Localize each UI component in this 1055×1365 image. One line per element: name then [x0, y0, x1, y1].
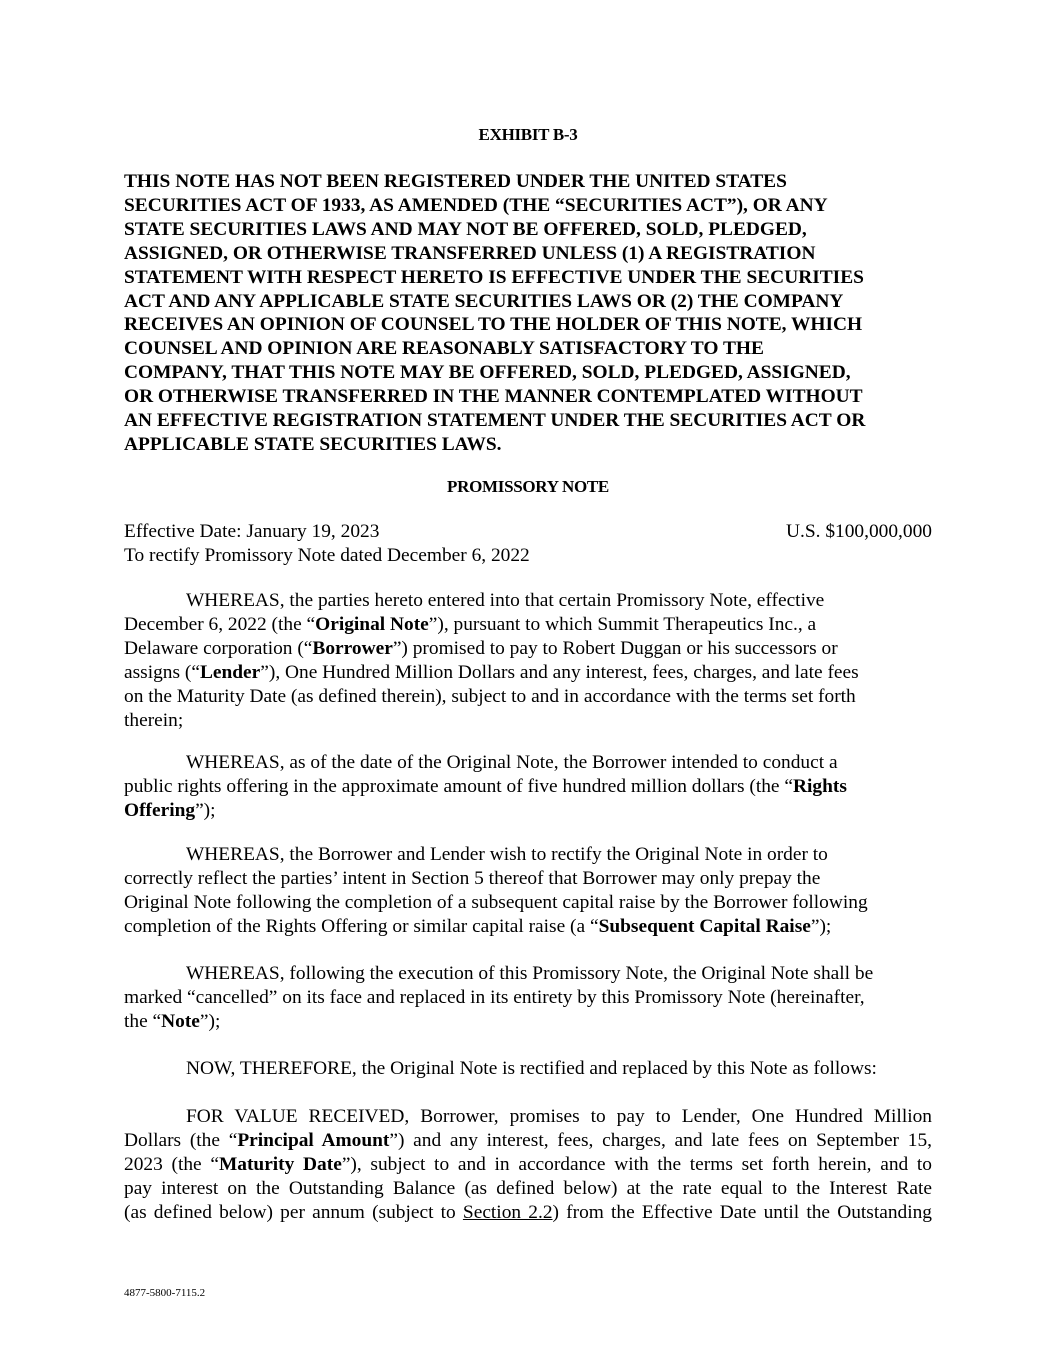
legend-line: THIS NOTE HAS NOT BEEN REGISTERED UNDER THE UNITED STATES [124, 171, 787, 192]
text-line: NOW, THEREFORE, the Original Note is rectified and replaced by this Note as follows: [186, 1058, 877, 1079]
legend-line: OR OTHERWISE TRANSFERRED IN THE MANNER CONTEMPLATED WITHOUT [124, 386, 863, 408]
text-line: FOR VALUE RECEIVED, Borrower, promises to pay to Lender, One Hundred Million [186, 1106, 932, 1127]
effective-date: Effective Date: January 19, 2023 [124, 521, 380, 542]
text-line: Delaware corporation (“Borrower”) promised to pay to Robert Duggan or his successors or [124, 637, 838, 659]
document-title: PROMISSORY NOTE [447, 477, 609, 496]
principal-amount: U.S. $100,000,000 [786, 521, 932, 542]
text-line: public rights offering in the approximate amount of five hundred million dollars (the “Rights [124, 775, 847, 797]
defined-term: Borrower [312, 637, 393, 659]
text-line: correctly reflect the parties’ intent in Section 5 thereof that Borrower may only prepay the [124, 867, 821, 889]
text-line: WHEREAS, following the execution of this Promissory Note, the Original Note shall be [186, 963, 874, 984]
text-line: 2023 (the “Maturity Date”), subject to and in accordance with the terms set forth herein, and to [124, 1153, 932, 1175]
defined-term: Lender [199, 661, 261, 683]
text-line: pay interest on the Outstanding Balance (as defined below) at the rate equal to the Interest Rate [124, 1177, 932, 1199]
text-line: December 6, 2022 (the “Original Note”), pursuant to which Summit Therapeutics Inc., a [124, 613, 817, 635]
legend-line: AN EFFECTIVE REGISTRATION STATEMENT UNDER THE SECURITIES ACT OR [124, 410, 866, 432]
legend-line: RECEIVES AN OPINION OF COUNSEL TO THE HOLDER OF THIS NOTE, WHICH [124, 314, 863, 336]
text-line: Offering”); [124, 799, 216, 821]
text-line: Dollars (the “Principal Amount”) and any interest, fees, charges, and late fees on September 15, [124, 1129, 932, 1151]
defined-term: Maturity Date [218, 1153, 342, 1175]
text-line: WHEREAS, as of the date of the Original Note, the Borrower intended to conduct a [186, 752, 838, 773]
defined-term: Subsequent Capital Raise [598, 915, 811, 937]
legend-line: COUNSEL AND OPINION ARE REASONABLY SATISFACTORY TO THE [124, 338, 764, 360]
text-line: WHEREAS, the Borrower and Lender wish to rectify the Original Note in order to [186, 844, 828, 865]
note-meta [124, 520, 932, 568]
legend-line: APPLICABLE STATE SECURITIES LAWS. [124, 433, 502, 455]
text-line: on the Maturity Date (as defined therein), subject to and in accordance with the terms set forth [124, 685, 856, 707]
text-line: therein; [124, 709, 184, 731]
text-line: the “Note”); [124, 1010, 221, 1032]
defined-term: Principal Amount [237, 1129, 390, 1151]
securities-legend [124, 170, 932, 457]
legend-line: ACT AND ANY APPLICABLE STATE SECURITIES LAWS OR (2) THE COMPANY [124, 290, 844, 312]
text-line: assigns (“Lender”), One Hundred Million Dollars and any interest, fees, charges, and late fees [124, 661, 859, 683]
legend-line: STATEMENT WITH RESPECT HERETO IS EFFECTIVE UNDER THE SECURITIES [124, 266, 864, 288]
meta-row [124, 544, 932, 568]
paragraph-whereas-rights-offering [124, 751, 932, 823]
legend-line: ASSIGNED, OR OTHERWISE TRANSFERRED UNLESS (1) A REGISTRATION [124, 242, 816, 264]
section-reference: Section 2.2 [462, 1201, 553, 1223]
defined-term: Note [161, 1010, 200, 1032]
rectify-line: To rectify Promissory Note dated December 6, 2022 [124, 544, 530, 566]
paragraph-for-value-received [124, 1105, 932, 1225]
defined-term: Rights [793, 775, 847, 797]
legend-line: SECURITIES ACT OF 1933, AS AMENDED (THE “SECURITIES ACT”), OR ANY [124, 194, 828, 216]
legend-line: STATE SECURITIES LAWS AND MAY NOT BE OFFERED, SOLD, PLEDGED, [124, 218, 807, 240]
text-line: WHEREAS, the parties hereto entered into that certain Promissory Note, effective [186, 590, 825, 611]
text-line: completion of the Rights Offering or similar capital raise (a “Subsequent Capital Raise”); [124, 915, 832, 937]
defined-term: Offering [124, 799, 196, 821]
defined-term: Original Note [315, 613, 429, 635]
paragraph-whereas-original-note [124, 589, 932, 732]
paragraph-now-therefore [124, 1057, 932, 1081]
paragraph-whereas-cancelled [124, 962, 932, 1034]
text-line: (as defined below) per annum (subject to Section 2.2) from the Effective Date until the Outstanding [124, 1201, 933, 1223]
document-id-footer: 4877-5800-7115.2 [124, 1287, 206, 1299]
text-line: marked “cancelled” on its face and replaced in its entirety by this Promissory Note (hereinafter, [124, 986, 865, 1008]
meta-row [124, 520, 932, 544]
paragraph-whereas-rectify [124, 843, 932, 939]
exhibit-heading: EXHIBIT B-3 [478, 125, 578, 144]
text-line: Original Note following the completion of a subsequent capital raise by the Borrower following [124, 891, 868, 913]
legend-line: COMPANY, THAT THIS NOTE MAY BE OFFERED, SOLD, PLEDGED, ASSIGNED, [124, 362, 851, 384]
